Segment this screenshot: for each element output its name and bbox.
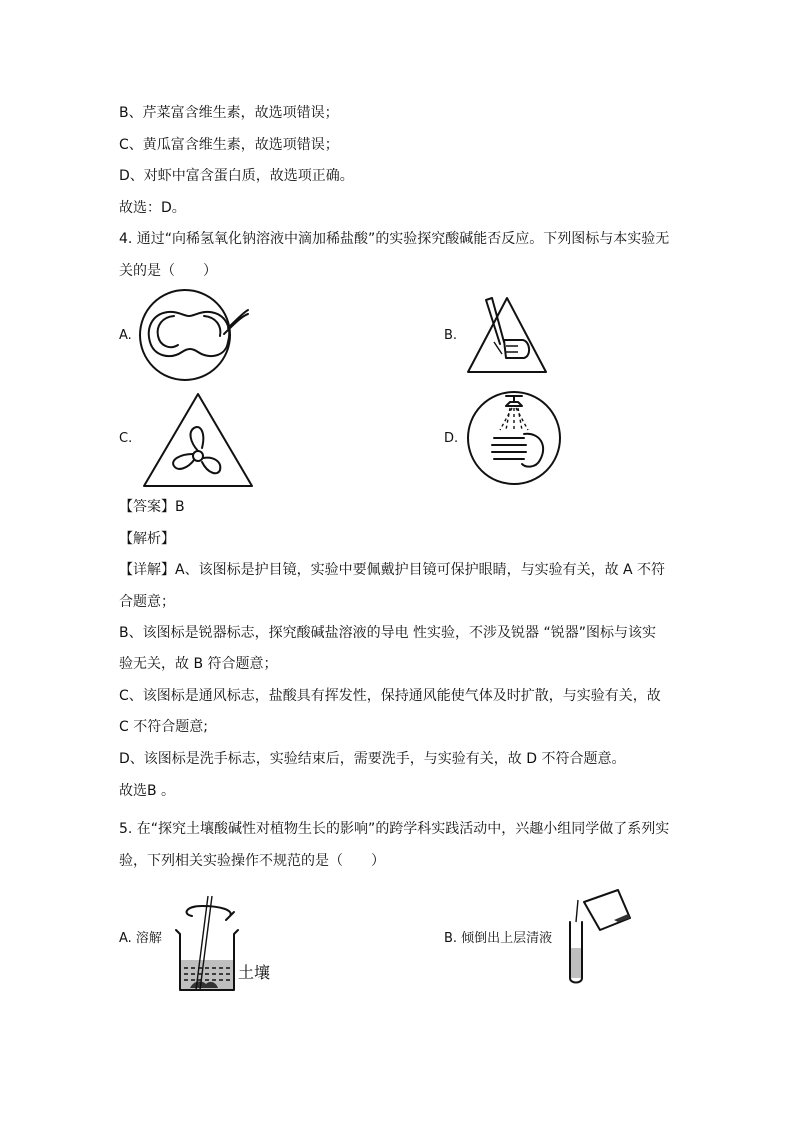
text-line: B、芹菜富含维生素，故选项错误；	[119, 105, 339, 121]
question-5-stem: 验，下列相关实验操作不规范的是（ ）	[119, 853, 385, 869]
hand-washing-icon	[466, 390, 562, 486]
question-4-stem: 关的是（ ）	[119, 263, 217, 279]
q5-option-a-label: A. 溶解	[119, 931, 162, 946]
question-4-stem: 4. 通过“向稀氢氧化钠溶液中滴加稀盐酸”的实验探究酸碱能否反应。下列图标与本实验无	[119, 231, 670, 247]
option-b-label: B.	[444, 328, 458, 343]
decanting-icon	[562, 888, 632, 984]
text-line: D、对虾中富含蛋白质，故选项正确。	[119, 168, 354, 184]
analysis-heading: 【解析】	[119, 531, 175, 547]
question-5-stem: 5. 在“探究土壤酸碱性对植物生长的影响”的跨学科实践活动中，兴趣小组同学做了系列实	[119, 821, 670, 837]
explanation-line: C、该图标是通风标志，盐酸具有挥发性，保持通风能使气体及时扩散，与实验有关，故	[119, 688, 661, 704]
text-line: 故选：D。	[119, 200, 186, 216]
text-line: C、黄瓜富含维生素，故选项错误；	[119, 137, 339, 153]
explanation-line: D、该图标是洗手标志，实验结束后，需要洗手，与实验有关，故 D 不符合题意。	[119, 751, 626, 767]
goggles-icon	[138, 290, 250, 382]
conclusion-line: 故选B 。	[119, 783, 176, 799]
beaker-stirring-icon	[172, 894, 242, 994]
q5-option-b-label: B. 倾倒出上层清液	[444, 931, 553, 946]
explanation-line: C 不符合题意;	[119, 719, 208, 735]
explanation-line: 合题意；	[119, 594, 175, 610]
explanation-line: 验无关，故 B 符合题意；	[119, 656, 278, 672]
explanation-line: B、该图标是锐器标志，探究酸碱盐溶液的导电 性实验，不涉及锐器 “锐器”图标与该实	[119, 625, 657, 641]
soil-label: 土壤	[238, 963, 271, 982]
answer-line: 【答案】B	[119, 499, 185, 515]
option-a-label: A.	[119, 328, 132, 343]
ventilation-fan-icon	[142, 392, 254, 488]
sharps-warning-icon	[466, 296, 548, 374]
option-c-label: C.	[119, 431, 133, 446]
explanation-line: 【详解】A、该图标是护目镜，实验中要佩戴护目镜可保护眼睛，与实验有关，故 A 不符	[119, 562, 666, 578]
option-d-label: D.	[444, 431, 459, 446]
